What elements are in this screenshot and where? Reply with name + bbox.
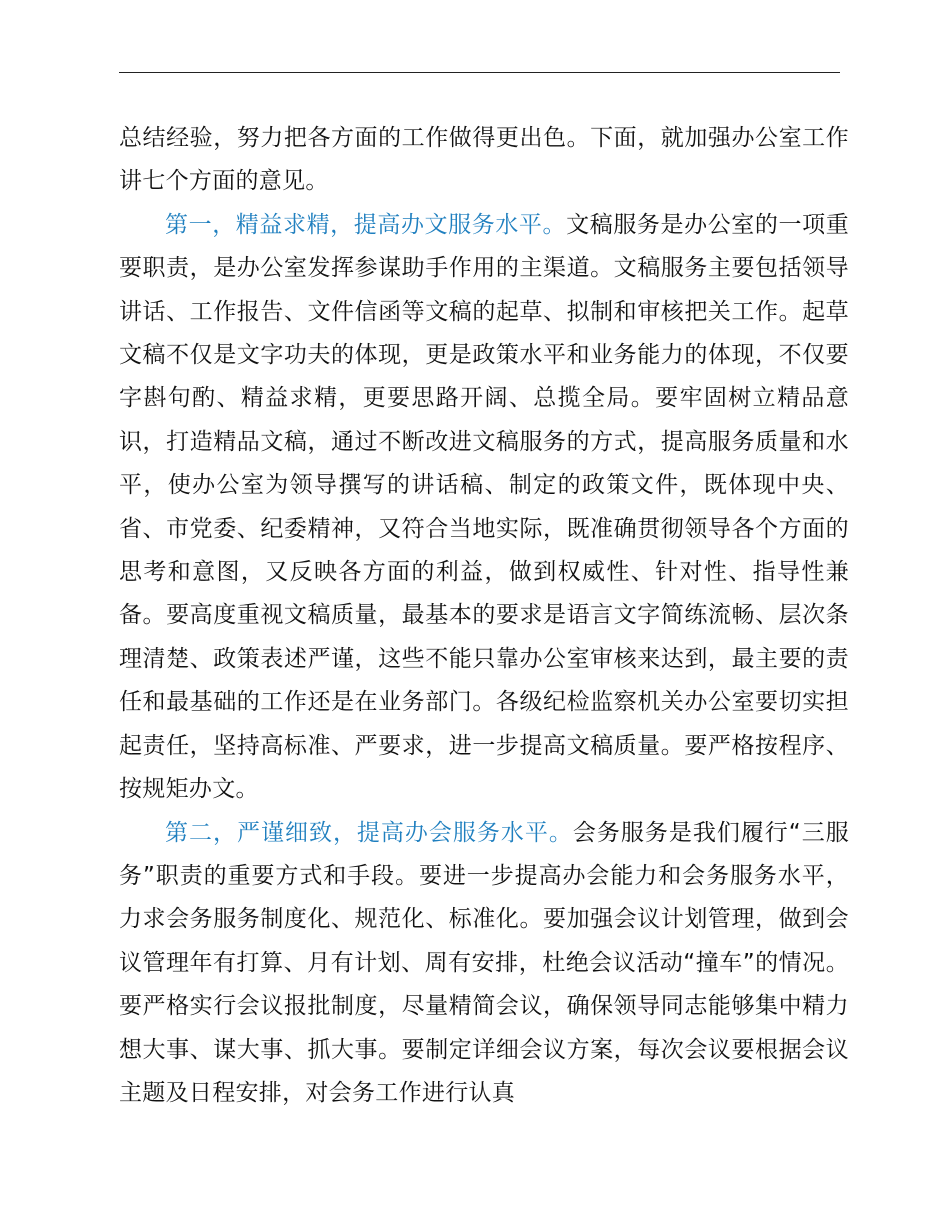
document-body [119,117,849,1115]
section-one-heading: 第一，精益求精，提高办文服务水平。 [165,211,567,238]
section-two-body: 会务服务是我们履行“三服务”职责的重要方式和手段。要进一步提高办会能力和会务服务水平，力求会务服务制度化、规范化、标准化。要加强会议计划管理，做到会议管理年有打算、月有计划、周有安排，杜绝会议活动“撞车”的情况。要严格实行会议报批制度，尽量精简会议，确保领导同志能够集中精力想大事、谋大事、抓大事。要制定详细会议方案，每次会议要根据会议主题及日程安排，对会务工作进行认真 [119,819,850,1106]
paragraph-section-one [119,204,849,812]
section-one-body: 文稿服务是办公室的一项重要职责，是办公室发挥参谋助手作用的主渠道。文稿服务主要包括领导讲话、工作报告、文件信函等文稿的起草、拟制和审核把关工作。起草文稿不仅是文字功夫的体现，更是政策水平和业务能力的体现，不仅要字斟句酌、精益求精，更要思路开阔、总揽全局。要牢固树立精品意识，打造精品文稿，通过不断改进文稿服务的方式，提高服务质量和水平，使办公室为领导撰写的讲话稿、制定的政策文件，既体现中央、省、市党委、纪委精神，又符合当地实际，既准确贯彻领导各个方面的思考和意图，又反映各方面的利益，做到权威性、针对性、指导性兼备。要高度重视文稿质量，最基本的要求是语言文字简练流畅、层次条理清楚、政策表述严谨，这些不能只靠办公室审核来达到，最主要的责任和最基础的工作还是在业务部门。各级纪检监察机关办公室要切实担起责任，坚持高标准、严要求，进一步提高文稿质量。要严格按程序、按规矩办文。 [119,211,849,803]
header-divider [119,72,840,73]
section-two-heading: 第二，严谨细致，提高办会服务水平。 [165,819,573,846]
paragraph-intro [119,117,849,204]
paragraph-section-two [119,812,849,1116]
paragraph-intro-text: 总结经验，努力把各方面的工作做得更出色。下面，就加强办公室工作讲七个方面的意见。 [119,125,849,195]
